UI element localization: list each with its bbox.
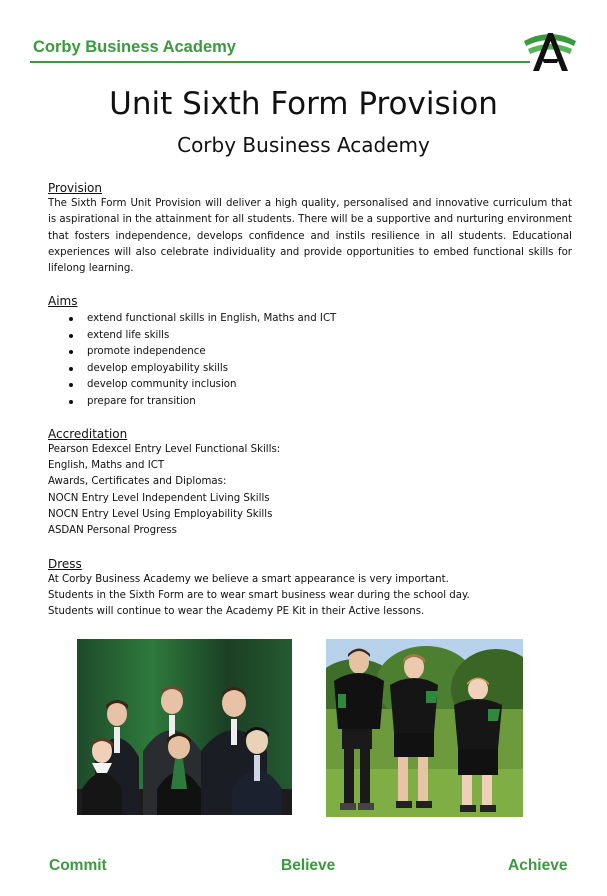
aims-heading: Aims xyxy=(48,294,78,308)
accreditation-heading: Accreditation xyxy=(48,427,128,441)
business-wear-photo-drawing xyxy=(77,639,292,815)
pe-kit-photo-drawing xyxy=(326,639,523,817)
footer-commit: Commit xyxy=(49,857,107,874)
dress-line: At Corby Business Academy we believe a smart appearance is very important. xyxy=(48,574,449,585)
dress-line: Students will continue to wear the Academy PE Kit in their Active lessons. xyxy=(48,606,425,618)
provision-section xyxy=(48,181,572,277)
aim-text: extend functional skills in English, Maths and ICT xyxy=(87,313,337,324)
list-item xyxy=(48,377,572,394)
accreditation-line: Awards, Certificates and Diplomas: xyxy=(48,476,227,488)
accreditation-line: NOCN Entry Level Using Employability Skills xyxy=(48,508,273,520)
aim-text: develop community inclusion xyxy=(87,379,237,391)
aims-list xyxy=(48,311,572,411)
page-subtitle: Corby Business Academy xyxy=(177,133,430,157)
accreditation-line: ASDAN Personal Progress xyxy=(48,525,177,537)
footer-achieve: Achieve xyxy=(508,857,568,874)
aims-section xyxy=(48,294,572,411)
provision-heading: Provision xyxy=(48,181,103,195)
accreditation-line: Pearson Edexcel Entry Level Functional Skills: xyxy=(48,444,281,455)
accreditation-line: NOCN Entry Level Independent Living Skills xyxy=(48,492,270,504)
header-school-name: Corby Business Academy xyxy=(33,38,236,56)
list-item xyxy=(48,311,572,328)
bullet-icon xyxy=(69,383,73,387)
list-item xyxy=(48,394,572,411)
list-item xyxy=(48,344,572,361)
page-title: Unit Sixth Form Provision xyxy=(109,86,498,122)
header-divider xyxy=(30,61,530,63)
business-wear-students-photo xyxy=(77,639,292,815)
accreditation-line: English, Maths and ICT xyxy=(48,460,165,472)
dress-heading: Dress xyxy=(48,557,82,571)
bullet-icon xyxy=(69,317,73,321)
pe-kit-students-photo xyxy=(326,639,523,817)
dress-section xyxy=(48,557,572,621)
bullet-icon xyxy=(69,334,73,338)
aim-text: promote independence xyxy=(87,346,206,358)
aim-text: prepare for transition xyxy=(87,395,196,407)
bullet-icon xyxy=(69,350,73,354)
footer-believe: Believe xyxy=(281,857,336,874)
accreditation-section xyxy=(48,427,572,539)
dress-line: Students in the Sixth Form are to wear smart business wear during the school day. xyxy=(48,590,470,602)
aim-text: extend life skills xyxy=(87,329,170,341)
list-item xyxy=(48,361,572,378)
aim-text: develop employability skills xyxy=(87,362,229,374)
academy-a-logo-icon xyxy=(522,27,578,71)
bullet-icon xyxy=(69,367,73,371)
list-item xyxy=(48,328,572,345)
provision-text: The Sixth Form Unit Provision will deliver a high quality, personalised and innovative curriculum that is aspirational in the attainment for all students. There will be a supportive and nurturing environment that fosters independence, develops confidence and instils resilience in all students. Educational experiences will also celebrate individuality and provide opportunities to embed functional skills for lifelong learning. xyxy=(48,198,572,275)
bullet-icon xyxy=(69,400,73,404)
